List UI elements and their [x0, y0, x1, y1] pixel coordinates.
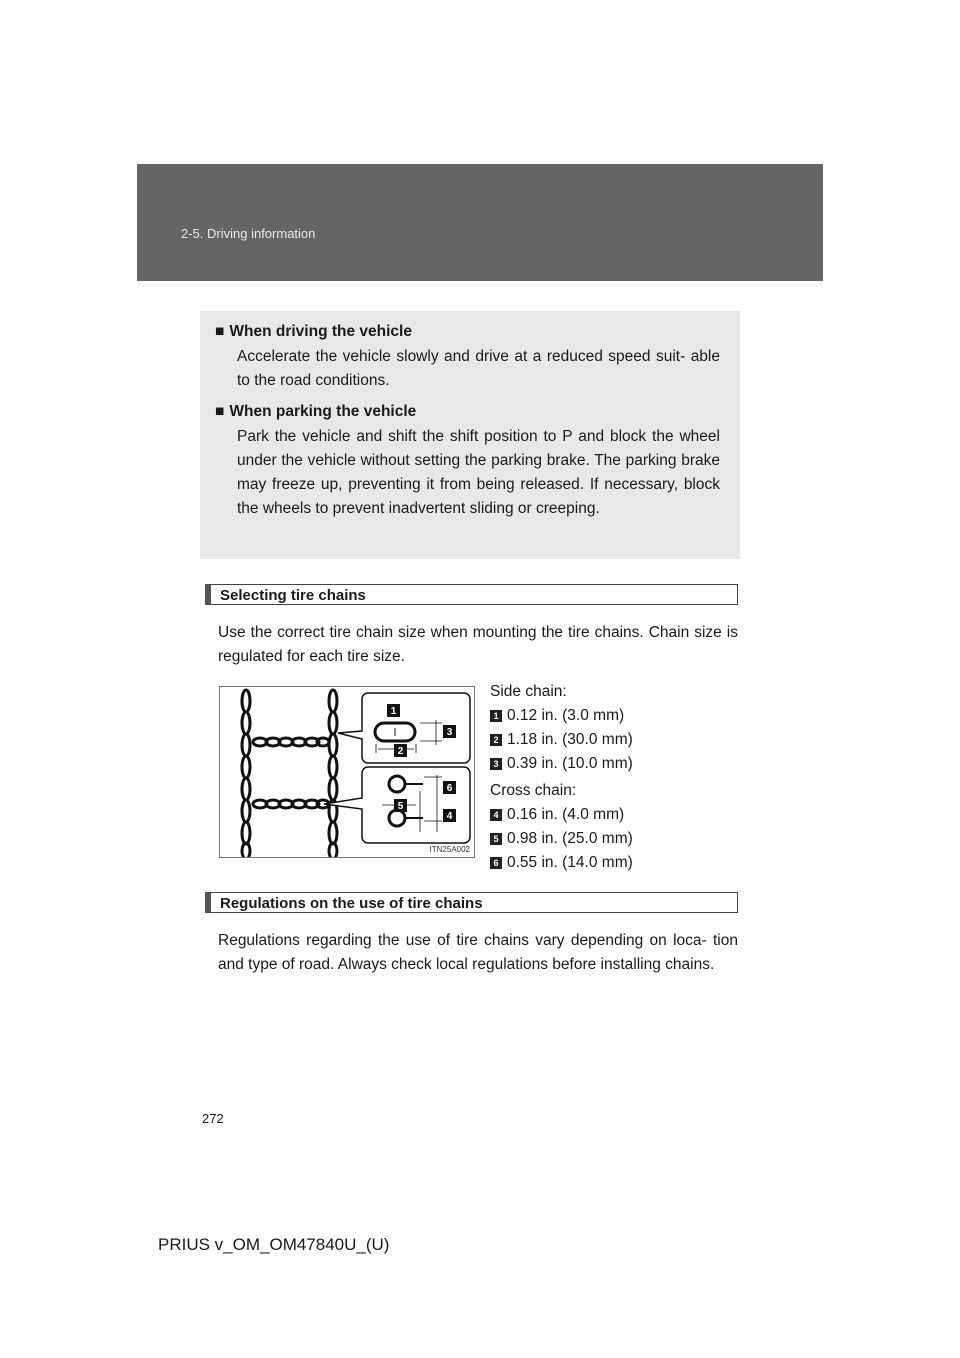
info-title: When driving the vehicle [229, 323, 412, 340]
callout-4: 4 [446, 811, 453, 822]
section-breadcrumb: 2-5. Driving information [181, 226, 316, 241]
figure-code: ITN25A002 [429, 845, 470, 854]
number-badge-icon: 5 [490, 833, 502, 845]
info-box [200, 311, 740, 559]
spec-row [490, 704, 633, 728]
tire-chain-figure [219, 686, 475, 858]
side-chain-label: Side chain: [490, 683, 567, 700]
spec-value: 0.16 in. (4.0 mm) [507, 806, 625, 823]
number-badge-icon: 6 [490, 857, 502, 869]
callout-1: 1 [390, 706, 397, 717]
spec-row [490, 752, 633, 776]
section-body: Use the correct tire chain size when mounting the tire chains. Chain size is regulated for each tire size. [218, 624, 738, 665]
number-badge-icon: 3 [490, 758, 502, 770]
section-heading: Regulations on the use of tire chains [205, 892, 738, 913]
spec-row [490, 827, 633, 851]
footer-code: PRIUS v_OM_OM47840U_(U) [158, 1235, 390, 1254]
callout-2: 2 [397, 746, 404, 757]
header-band [137, 164, 823, 281]
spec-value: 0.98 in. (25.0 mm) [507, 830, 633, 847]
spec-value: 1.18 in. (30.0 mm) [507, 731, 633, 748]
cross-chain-label: Cross chain: [490, 782, 577, 799]
info-item-driving [215, 321, 720, 393]
number-badge-icon: 1 [490, 710, 502, 722]
info-title: When parking the vehicle [229, 403, 417, 420]
callout-3: 3 [446, 727, 453, 738]
tire-chain-illustration [220, 687, 474, 857]
side-chain-specs [490, 680, 633, 776]
spec-row [490, 803, 633, 827]
number-badge-icon: 4 [490, 809, 502, 821]
spec-row [490, 851, 633, 875]
spec-value: 0.12 in. (3.0 mm) [507, 707, 625, 724]
spec-row [490, 728, 633, 752]
callout-6: 6 [446, 783, 453, 794]
spec-value: 0.39 in. (10.0 mm) [507, 755, 633, 772]
info-item-parking [215, 401, 720, 521]
number-badge-icon: 2 [490, 734, 502, 746]
section-body: Regulations regarding the use of tire chains vary depending on loca- tion and type of road. Always check local regulations before installing chains. [218, 932, 738, 973]
page-number: 272 [202, 1111, 224, 1126]
section-heading: Selecting tire chains [205, 584, 738, 605]
info-body: Park the vehicle and shift the shift position to P and block the wheel under the vehicle without setting the parking brake. The parking brake may freeze up, preventing it from being released. If necessary, block the wheels to prevent inadvertent sliding or creeping. [237, 428, 720, 517]
callout-5: 5 [397, 801, 404, 812]
cross-chain-specs [490, 779, 633, 875]
spec-value: 0.55 in. (14.0 mm) [507, 854, 633, 871]
square-bullet-icon: ■ [215, 403, 225, 420]
info-body: Accelerate the vehicle slowly and drive at a reduced speed suit- able to the road conditions. [237, 348, 720, 389]
square-bullet-icon: ■ [215, 323, 225, 340]
